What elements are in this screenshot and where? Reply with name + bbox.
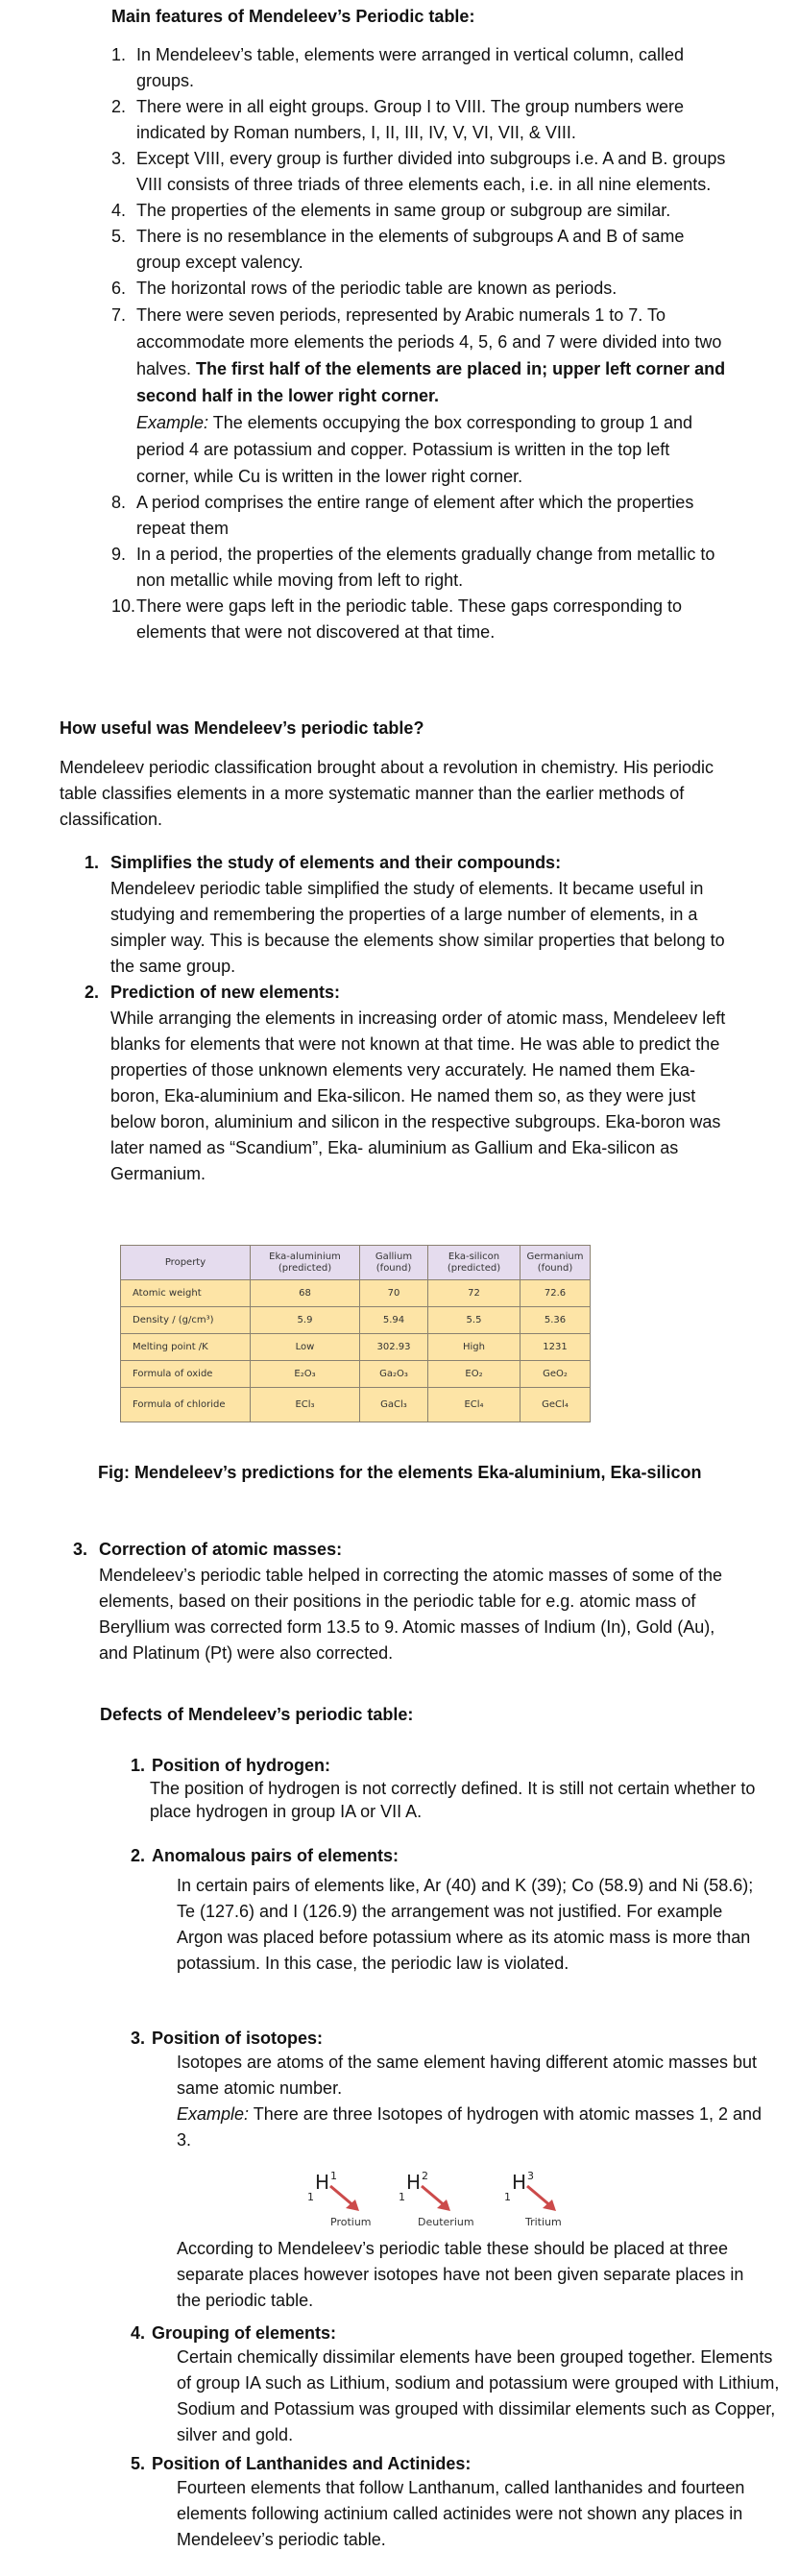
list-item-text: Mendeleev periodic table simplified the study of elements. It became useful in studying and remembering the properties of a large number of elements, in a simpler way. This is because the elements show similar properties that belong to the same group. xyxy=(110,879,725,976)
table-cell: 5.9 xyxy=(251,1307,360,1334)
list-item-text: There were seven periods, represented by Arabic numerals 1 to 7. To accommodate more elements the periods 4, 5, 6 and 7 were divided into two halves. The first half of the elements are placed in; upper left corner and second half in the lower right corner. Example: The elements occupying the box corresponding to group 1 and period 4 are potassium and copper. Potassium is written in the top left corner, while Cu is written in the lower right corner. xyxy=(136,305,726,486)
arrow-icon xyxy=(523,2182,562,2215)
table-cell: 72.6 xyxy=(521,1280,591,1307)
property-cell: Formula of oxide xyxy=(121,1361,251,1388)
list-item xyxy=(111,594,726,645)
property-cell: Atomic weight xyxy=(121,1280,251,1307)
table-cell: Ga₂O₃ xyxy=(360,1361,428,1388)
list-item-text: In Mendeleev’s table, elements were arranged in vertical column, called groups. xyxy=(136,45,684,90)
defect-text: The position of hydrogen is not correctly defined. It is still not certain whether to place hydrogen in group IA or VII A. xyxy=(150,1779,756,1821)
defect-heading: 2. Anomalous pairs of elements: xyxy=(131,1846,400,1865)
table-cell: 5.94 xyxy=(360,1307,428,1334)
usefulness-list xyxy=(85,850,738,1187)
list-item-text: While arranging the elements in increasing order of atomic mass, Mendeleev left blanks for elements that were not known at that time. He was able to predict the properties of those unknown elements very accurately. He named them Eka-boron, Eka-aluminium and Eka-silicon. He named them so, as they were just below boron, aluminium and silicon in the respective subgroups. Eka-boron was later named as “Scandium”, Eka- aluminium as Gallium and Eka-silicon as Germanium. xyxy=(110,1009,726,1183)
defect-text: Isotopes are atoms of the same element having different atomic masses but same atomic number. xyxy=(177,2053,757,2098)
list-item-text: There were gaps left in the periodic table. These gaps corresponding to elements that were not discovered at that time. xyxy=(136,596,683,642)
list-number: 7. xyxy=(111,305,127,325)
list-item-text: There is no resemblance in the elements of subgroups A and B of same group except valency. xyxy=(136,227,685,272)
predictions-table xyxy=(120,1245,591,1422)
table-cell: ECl₄ xyxy=(428,1388,521,1422)
list-item-text: The horizontal rows of the periodic table are known as periods. xyxy=(136,279,617,298)
defect-item xyxy=(131,2321,784,2448)
defect-heading: 1. Position of hydrogen: xyxy=(131,1756,330,1775)
isotope-tritium: 1 H 3 Tritium xyxy=(504,2170,562,2228)
list-number: 2. xyxy=(111,97,127,116)
list-item-heading: Simplifies the study of elements and their compounds: xyxy=(110,853,562,872)
defect-heading: 4. Grouping of elements: xyxy=(131,2323,337,2343)
hydrogen-isotopes-figure xyxy=(307,2163,595,2232)
list-number: 1. xyxy=(85,853,100,872)
arrow-icon xyxy=(418,2182,456,2215)
table-cell: 72 xyxy=(428,1280,521,1307)
table-cell: 70 xyxy=(360,1280,428,1307)
list-number: 6. xyxy=(111,279,127,298)
list-item xyxy=(111,224,726,276)
list-item-text: In a period, the properties of the elements gradually change from metallic to non metallic while moving from left to right. xyxy=(136,545,715,590)
list-item xyxy=(111,490,726,542)
table-row xyxy=(121,1361,591,1388)
example-label: Example: xyxy=(177,2104,250,2124)
table-cell: 5.5 xyxy=(428,1307,521,1334)
table-cell: GeCl₄ xyxy=(521,1388,591,1422)
list-item xyxy=(73,1537,745,1666)
list-item-text: The properties of the elements in same group or subgroup are similar. xyxy=(136,201,671,220)
table-cell: Low xyxy=(251,1334,360,1361)
table-cell: E₂O₃ xyxy=(251,1361,360,1388)
defect-text: Certain chemically dissimilar elements have been grouped together. Elements of group IA such as Lithium, sodium and potassium were grouped with Lithium, Sodium and Potassium was grouped with dissimilar elements such as Copper, silver and gold. xyxy=(177,2347,780,2444)
list-item-text: A period comprises the entire range of element after which the properties repeat them xyxy=(136,493,694,538)
defect-item xyxy=(131,1844,764,1977)
main-features-list xyxy=(111,42,726,645)
list-item xyxy=(85,980,738,1187)
table-cell: High xyxy=(428,1334,521,1361)
list-item-text: Mendeleev’s periodic table helped in correcting the atomic masses of some of the elements, based on their positions in the periodic table for e.g. atomic mass of Beryllium was corrected form 13.5 to 9. Atomic masses of Indium (In), Gold (Au), and Platinum (Pt) were also corrected. xyxy=(99,1566,723,1663)
list-item xyxy=(111,198,726,224)
usefulness-intro-paragraph: Mendeleev periodic classification brought about a revolution in chemistry. His periodic table classifies elements in a more systematic manner than the earlier methods of classification. xyxy=(60,758,714,829)
list-number: 9. xyxy=(111,545,127,564)
table-cell: GaCl₃ xyxy=(360,1388,428,1422)
table-cell: 68 xyxy=(251,1280,360,1307)
list-item xyxy=(111,94,726,146)
list-number: 1. xyxy=(111,45,127,64)
section-title-usefulness: How useful was Mendeleev’s periodic table? xyxy=(60,718,424,738)
list-item xyxy=(111,276,726,302)
isotope-protium: 1 H 1 Protium xyxy=(307,2170,372,2228)
table-cell: 5.36 xyxy=(521,1307,591,1334)
figure-caption: Fig: Mendeleev’s predictions for the elements Eka-aluminium, Eka-silicon xyxy=(98,1463,702,1482)
property-cell: Melting point /K xyxy=(121,1334,251,1361)
list-item-heading: Prediction of new elements: xyxy=(110,983,341,1002)
defect-item xyxy=(131,2452,784,2553)
column-header: Property xyxy=(121,1246,251,1280)
table-row xyxy=(121,1307,591,1334)
defect-text: Fourteen elements that follow Lanthanum, called lanthanides and fourteen elements following actinium called actinides were not shown any places in Mendeleev’s periodic table. xyxy=(177,2478,745,2549)
list-number: 3. xyxy=(73,1540,88,1559)
isotope-deuterium: 1 H 2 Deuterium xyxy=(399,2170,474,2228)
list-item xyxy=(85,850,738,980)
table-row xyxy=(121,1334,591,1361)
table-cell: 302.93 xyxy=(360,1334,428,1361)
list-item xyxy=(111,302,726,490)
table-row xyxy=(121,1388,591,1422)
list-item xyxy=(111,42,726,94)
table-cell: GeO₂ xyxy=(521,1361,591,1388)
defect-example: Example: There are three Isotopes of hydrogen with atomic masses 1, 2 and 3. xyxy=(177,2104,763,2150)
defect-text-continued: According to Mendeleev’s periodic table these should be placed at three separate places however isotopes have not been given separate places in the periodic table. xyxy=(177,2239,744,2310)
list-item-text: There were in all eight groups. Group I to VIII. The group numbers were indicated by Roman numbers, I, II, III, IV, V, VI, VII, & VIII. xyxy=(136,97,684,142)
list-number: 5. xyxy=(111,227,127,246)
property-cell: Density / (g/cm³) xyxy=(121,1307,251,1334)
list-number: 10. xyxy=(111,596,136,616)
defect-heading: 3. Position of isotopes: xyxy=(131,2029,323,2048)
list-item xyxy=(111,146,726,198)
section-title-defects: Defects of Mendeleev’s periodic table: xyxy=(100,1705,414,1724)
column-header: Gallium (found) xyxy=(360,1246,428,1280)
table-cell: ECl₃ xyxy=(251,1388,360,1422)
defect-item xyxy=(131,1754,764,1823)
column-header: Eka-aluminium (predicted) xyxy=(251,1246,360,1280)
table-header-row xyxy=(121,1246,591,1280)
defect-heading: 5. Position of Lanthanides and Actinides: xyxy=(131,2454,472,2473)
emphasis-text: The first half of the elements are placed in; upper left corner and second half in the lower right corner. xyxy=(136,359,726,405)
list-number: 2. xyxy=(85,983,100,1002)
list-number: 4. xyxy=(111,201,127,220)
column-header: Germanium (found) xyxy=(521,1246,591,1280)
column-header: Eka-silicon (predicted) xyxy=(428,1246,521,1280)
example-label: Example: xyxy=(136,413,209,432)
table-cell: 1231 xyxy=(521,1334,591,1361)
defect-text: In certain pairs of elements like, Ar (40) and K (39); Co (58.9) and Ni (58.6); Te (127.6) and I (126.9) the arrangement was not justified. For example Argon was placed before potassium where as its atomic mass is more than potassium. In this case, the periodic law is violated. xyxy=(177,1876,754,1973)
arrow-icon xyxy=(327,2182,365,2215)
list-item-heading: Correction of atomic masses: xyxy=(99,1540,343,1559)
table-cell: EO₂ xyxy=(428,1361,521,1388)
table-row xyxy=(121,1280,591,1307)
list-number: 3. xyxy=(111,149,127,168)
section-title-main-features: Main features of Mendeleev’s Periodic table: xyxy=(111,7,475,26)
list-item-text: Except VIII, every group is further divided into subgroups i.e. A and B. groups VIII consists of three triads of three elements each, i.e. in all nine elements. xyxy=(136,149,726,194)
list-item xyxy=(111,542,726,594)
list-number: 8. xyxy=(111,493,127,512)
property-cell: Formula of chloride xyxy=(121,1388,251,1422)
